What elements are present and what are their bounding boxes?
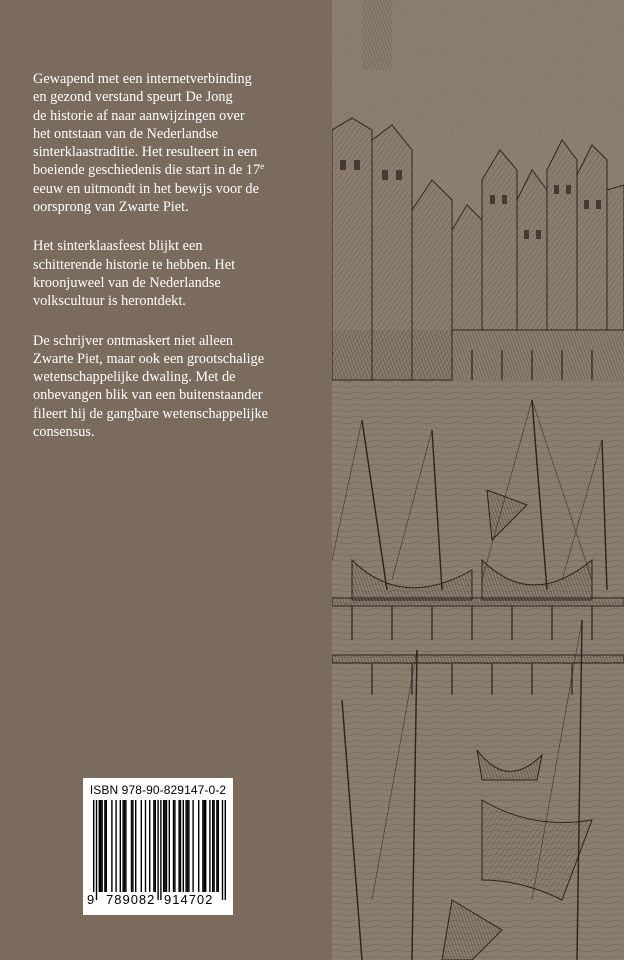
barcode-bar: [169, 800, 170, 892]
barcode-bar: [120, 800, 121, 892]
barcode-bar: [222, 800, 223, 900]
barcode-bar: [213, 800, 214, 892]
barcode-bar: [187, 800, 188, 892]
blurb-paragraph-3: De schrijver ontmaskert niet alleen Zwarte Piet, maar ook een grootschalige wetenschappelijke dwaling. Met de onbevangen blik van een buitenstaander fileert hij de gangbare wetenschappelijke consensus.: [33, 332, 268, 441]
isbn-barcode: [83, 778, 233, 915]
barcode-bar: [104, 800, 105, 892]
barcode-bar: [188, 800, 189, 892]
barcode-bar: [218, 800, 219, 892]
barcode-bar: [93, 800, 94, 900]
barcode-bar: [185, 800, 186, 892]
blurb-paragraph-2: Het sinterklaasfeest blijkt een schitterende historie te hebben. Het kroonjuweel van de Nederlandse volkscultuur is herontdekt.: [33, 238, 236, 310]
barcode-bar: [174, 800, 175, 892]
superscript-e: e: [260, 161, 265, 172]
barcode-bar: [149, 800, 150, 892]
barcode-bar: [99, 800, 100, 892]
barcode-bar: [135, 800, 136, 892]
ean-right-digits: 914702: [164, 892, 214, 907]
barcode-bar: [106, 800, 107, 892]
p1-line: oorsprong van Zwarte Piet.: [33, 199, 189, 216]
barcode-bar: [157, 800, 158, 900]
barcode-bar: [141, 800, 142, 892]
barcode-bar: [192, 800, 193, 892]
barcode-bar: [166, 800, 167, 892]
p1-line: boeiende geschiedenis die start in de 17: [33, 162, 261, 179]
barcode-bar: [216, 800, 217, 892]
barcode-bar: [225, 800, 226, 900]
barcode-bar: [101, 800, 102, 892]
ean-left-digits: 789082: [106, 892, 156, 907]
etching-svg: [332, 0, 624, 960]
barcode-bar: [212, 800, 213, 892]
barcode-bar: [122, 800, 123, 892]
p1-line: Gewapend met een internetverbinding: [33, 71, 252, 87]
barcode-bar: [160, 800, 161, 900]
barcode-bar: [209, 800, 210, 892]
ean-lead-digit: 9: [87, 892, 96, 907]
barcode-bar: [180, 800, 181, 892]
blurb: [33, 70, 325, 462]
barcode-bar: [145, 800, 146, 892]
barcode-bar: [204, 800, 205, 892]
p1-line: en gezond verstand speurt De Jong: [33, 89, 233, 106]
barcode-bar: [111, 800, 112, 892]
p1-line: eeuw en uitmondt in het bewijs voor de: [33, 180, 259, 197]
barcode-bar: [125, 800, 126, 892]
barcode-bar: [164, 800, 165, 892]
harbor-etching-illustration: [332, 0, 624, 960]
p1-line: het ontstaan van de Nederlandse: [33, 125, 218, 142]
isbn-label: ISBN 978-90-829147-0-2: [89, 783, 227, 797]
barcode-bar: [153, 800, 154, 892]
p1-line: sinterklaastraditie. Het resulteert in een: [33, 144, 258, 161]
barcode-bar: [198, 800, 199, 892]
barcode-bar: [132, 800, 133, 892]
barcode-bar: [124, 800, 125, 892]
barcode-bar: [100, 800, 101, 892]
barcode-bar: [202, 800, 203, 892]
blurb-paragraph-1: [33, 70, 325, 216]
p1-line: de historie af naar aanwijzingen over: [33, 107, 245, 124]
barcode-bar: [115, 800, 116, 892]
barcode-bar: [163, 800, 164, 892]
barcode-bar: [131, 800, 132, 892]
barcode-bar: [173, 800, 174, 892]
barcode-bar: [155, 800, 156, 892]
barcode-bar: [183, 800, 184, 892]
barcode-bar: [205, 800, 206, 892]
barcode-bar: [178, 800, 179, 892]
barcode-bar: [96, 800, 97, 900]
